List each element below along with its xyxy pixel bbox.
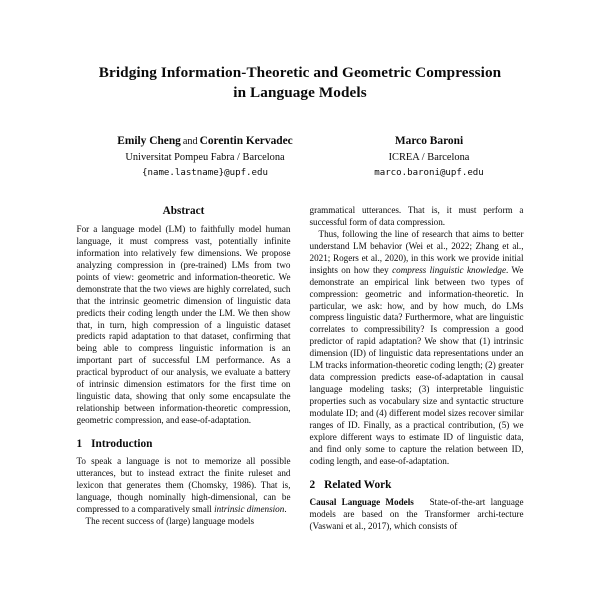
author-group-right: [334, 133, 524, 180]
section-number-1: 1: [76, 437, 83, 450]
related-work-text-clipped: tecture (Vaswani et al., 2017), which consists of: [309, 508, 524, 531]
related-work-text-a: State-of-the-art language models are based on the Transformer archi-: [309, 496, 524, 519]
right-p2-italic: compress linguistic knowledge: [392, 264, 507, 275]
right-p2-text-b: . We demonstrate an empirical link between two types of compression: geometric and information-theoretic. In particular, we ask: how, and by how much, do LMs compress linguistic data? Furthermore, what are linguistic correlates to compressibility? Is compression a good predictor of rapid adaptation? We show that (1) intrinsic dimension (ID) of linguistic data representations under an LM tracks information-theoretic coding length; (2) greater data compression predicts ease-of-adaptation in causal language modeling tasks; (3) interpretable linguistic properties such as vocabulary size and syntactic structure modulate ID; and (4) different model sizes recover similar ranges of ID. Finally, as a practical contribution, (5) we explore different ways to estimate ID of linguistic data, and find only some to capture the relation between ID, coding length, and ease-of-adaptation.: [309, 264, 524, 466]
abstract-heading: Abstract: [162, 205, 205, 217]
right-p2-text-a: Thus, following the line of research that aims to better understand LM behavior (Wei et al., 2022; Zhang et al., 2021; Rogers et al., 2020), in this work we provide initial insights on how they: [309, 228, 524, 275]
intro-paragraph-2-clipped: The recent success of (large) language models: [85, 515, 255, 526]
email-right[interactable]: marco.baroni@upf.edu: [374, 167, 484, 178]
title-block: [0, 0, 600, 103]
section-title-introduction: Introduction: [91, 437, 153, 450]
intro-p1-text-b: .: [284, 503, 287, 514]
section-number-2: 2: [309, 478, 316, 491]
section-heading-introduction: [77, 438, 291, 450]
section-heading-related-work: [310, 479, 524, 491]
intro-p1-text-a: To speak a language is not to memorize all possible utterances, but to instead extract the finite ruleset and lexicon that generates them (Chomsky, 1986). That is, language, though nominally high-dimensional, can be compressed to a comparatively small: [76, 455, 291, 514]
title-line-1: Bridging Information-Theoretic and Geometric Compression: [98, 64, 502, 81]
affiliation-left: Universitat Pompeu Fabra / Barcelona: [125, 152, 285, 164]
abstract-text: For a language model (LM) to faithfully model human language, it must compress vast, potentially infinite information into relatively few dimensions. We propose analyzing compression in (pre-trained) LMs from two points of view: geometric and information-theoretic. We demonstrate that the two views are highly correlated, such that the intrinsic geometric dimension of linguistic data predicts their coding length under the LM. We then show that, in turn, high compression of a linguistic dataset predicts rapid adaptation to that dataset, confirming that being able to compress linguistic information is an important part of successful LM performance. As a practical byproduct of our analysis, we evaluate a battery of intrinsic dimension estimators for the first time on linguistic data, showing that only some encapsulate the relationship between information-theoretic compression, geometric compression, and ease-of-adaptation.: [76, 224, 291, 425]
right-paragraph-2: [310, 229, 524, 468]
related-work-paragraph-1: [310, 497, 524, 533]
intro-p1-italic: intrinsic dimension: [214, 503, 285, 514]
author-name-emily-cheng: Emily Cheng: [117, 135, 181, 148]
author-group-left: [76, 133, 334, 180]
page-title: [70, 63, 530, 103]
affiliation-right: ICREA / Barcelona: [388, 151, 470, 163]
right-paragraph-continuation: grammatical utterances. That is, it must perform a successful form of data compression.: [309, 205, 524, 227]
right-column: [310, 205, 524, 532]
author-name-marco-baroni: Marco Baroni: [394, 135, 464, 148]
author-conjunction: and: [182, 136, 198, 148]
body-columns: [0, 205, 600, 532]
title-line-2: in Language Models: [233, 84, 367, 102]
email-left[interactable]: {name.lastname}@upf.edu: [142, 167, 268, 178]
section-title-related-work: Related Work: [324, 478, 392, 491]
intro-paragraph-1: [77, 456, 291, 516]
author-block: [0, 133, 600, 180]
runin-heading-causal-language-models: Causal Language Models: [309, 496, 414, 507]
left-column: [77, 205, 291, 532]
author-names-left: [117, 133, 292, 150]
author-name-corentin-kervadec: Corentin Kervadec: [199, 135, 293, 148]
